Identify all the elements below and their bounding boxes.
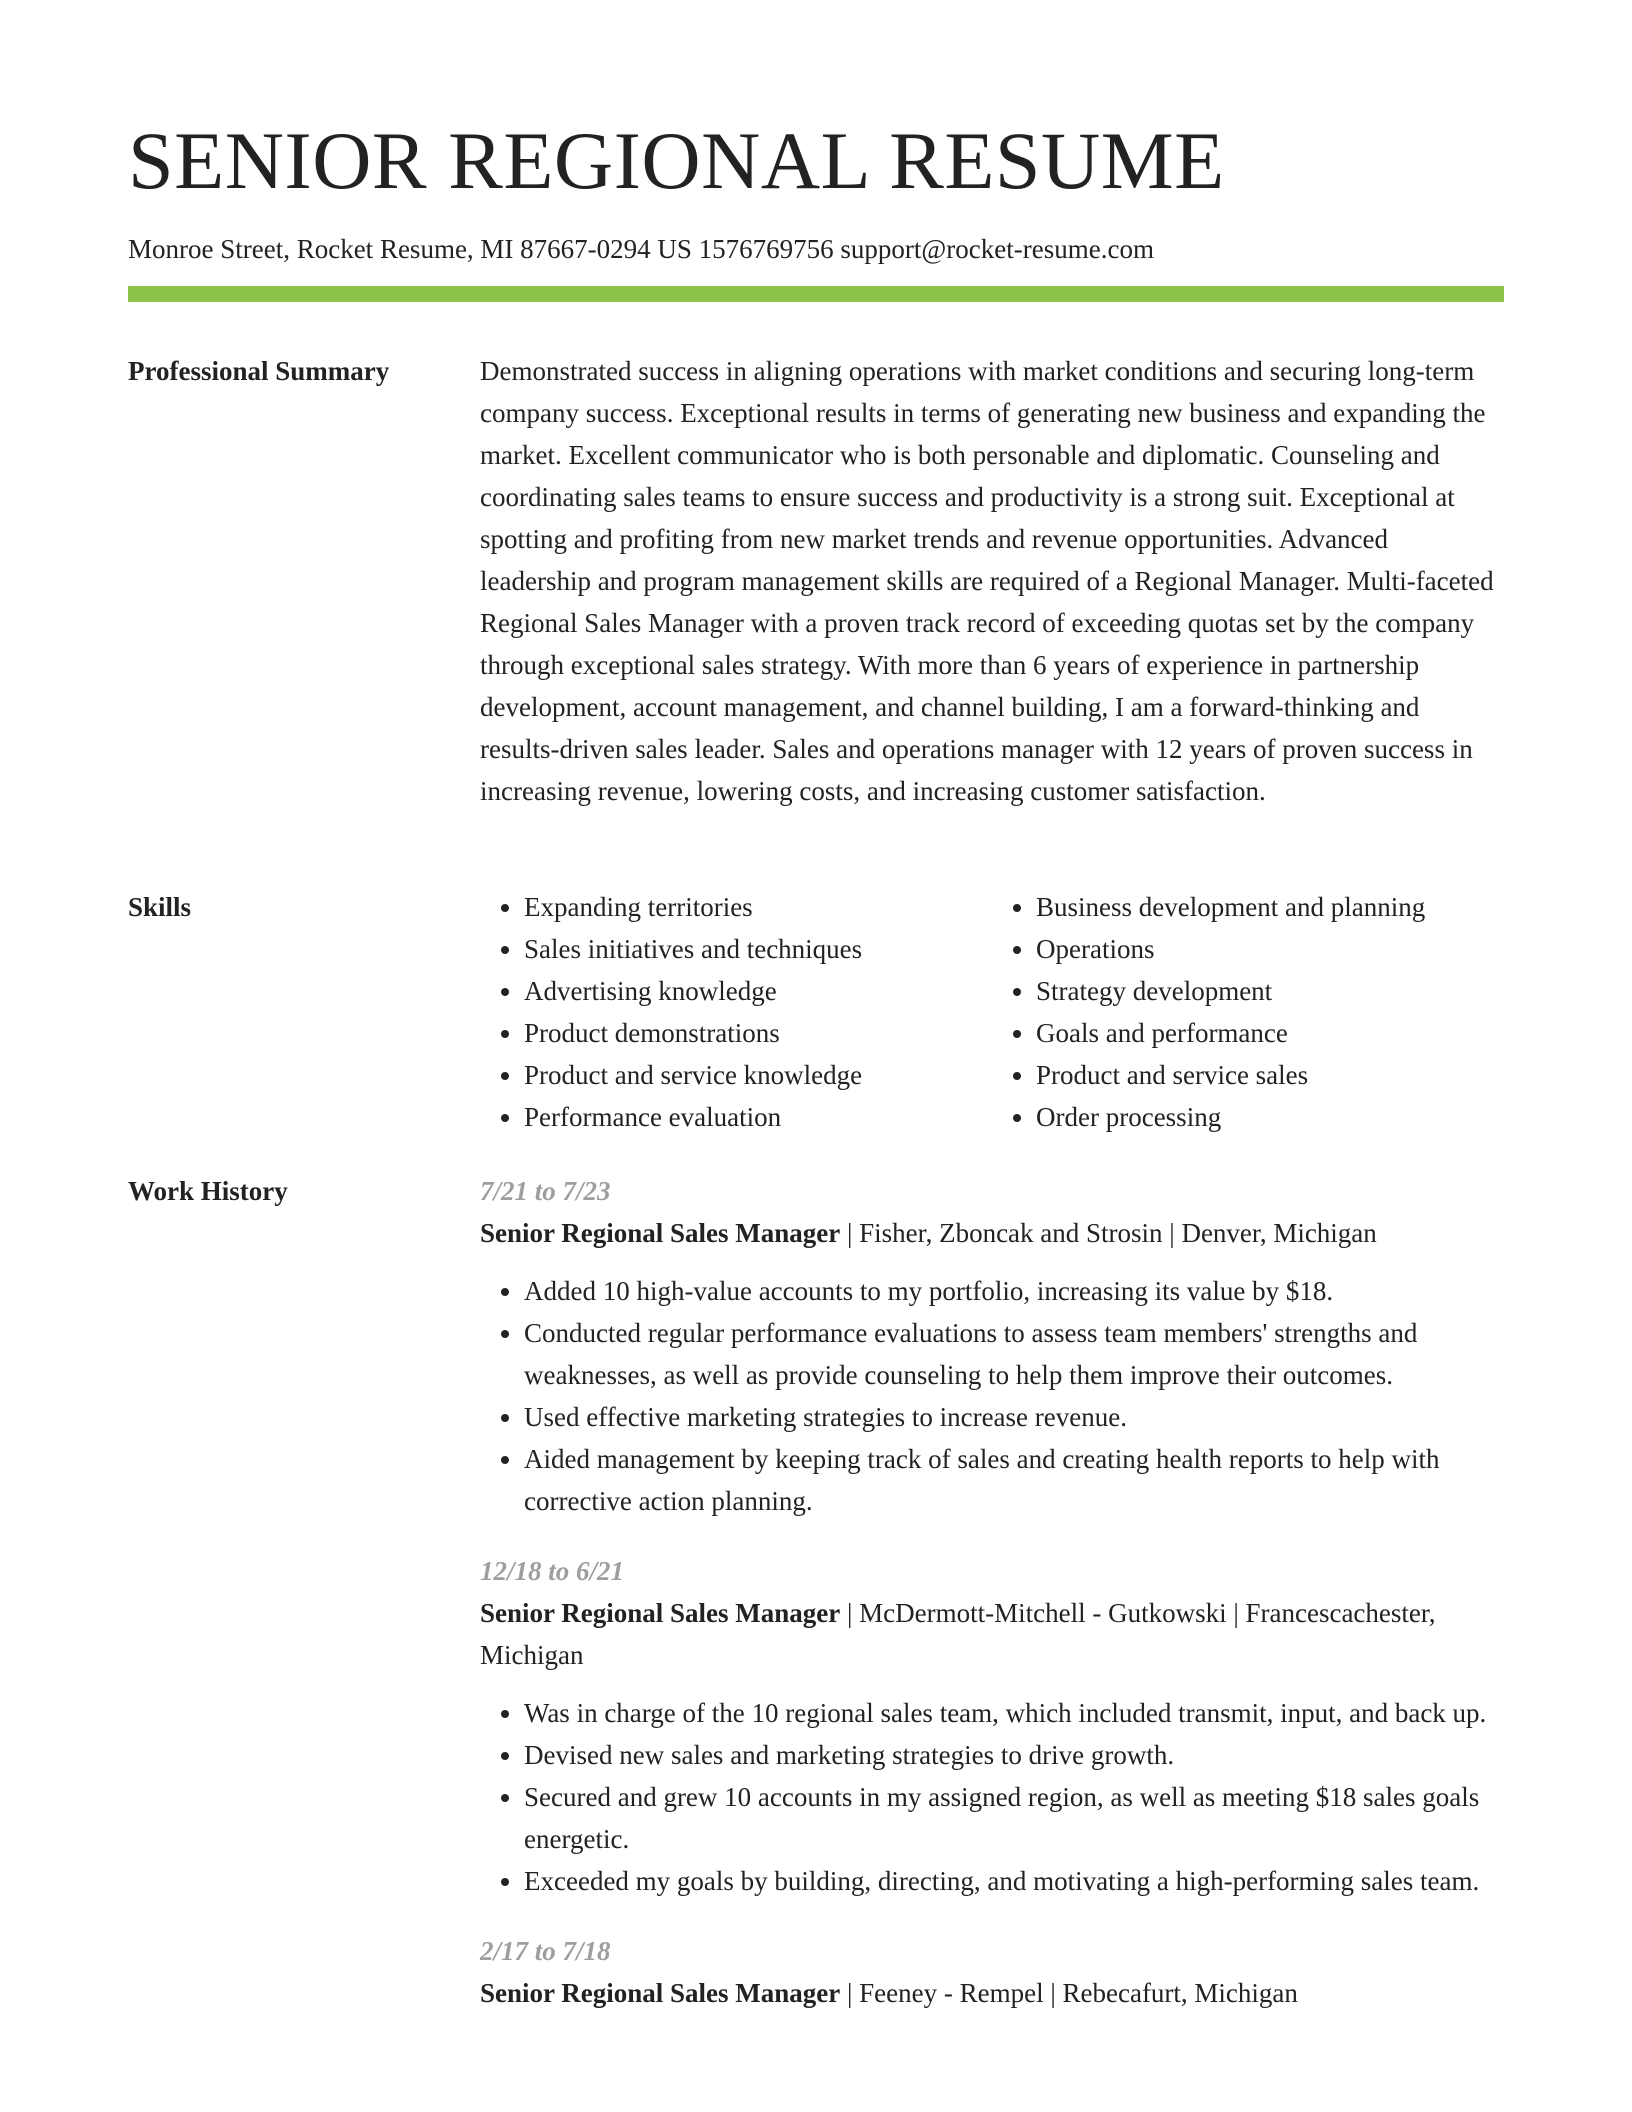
skills-list-left: [480, 886, 992, 1138]
job-heading: [480, 1592, 1504, 1676]
section-label-skills: Skills: [128, 892, 192, 922]
section-label-summary: Professional Summary: [128, 356, 390, 386]
skill-item: • Operations: [1036, 928, 1504, 970]
skills-list-right: [992, 886, 1504, 1138]
job-title: Senior Regional Sales Manager: [480, 1978, 841, 2008]
job-bullet: • Used effective marketing strategies to increase revenue.: [524, 1396, 1504, 1438]
job-title: Senior Regional Sales Manager: [480, 1598, 841, 1628]
job-company-location: | Feeney - Rempel | Rebecafurt, Michigan: [840, 1978, 1298, 2008]
job-dates: 12/18 to 6/21: [480, 1556, 625, 1586]
job-bullet: • Conducted regular performance evaluations to assess team members' strengths and weaknesses, as well as provide counseling to help them improve their outcomes.: [524, 1312, 1504, 1396]
skill-item: • Advertising knowledge: [524, 970, 992, 1012]
job-bullets: [480, 1692, 1504, 1902]
job-title: Senior Regional Sales Manager: [480, 1218, 841, 1248]
job-dates: 7/21 to 7/23: [480, 1176, 611, 1206]
header-divider: [128, 286, 1504, 302]
skill-item: • Business development and planning: [1036, 886, 1504, 928]
skill-item: • Sales initiatives and techniques: [524, 928, 992, 970]
job-bullet: • Devised new sales and marketing strategies to drive growth.: [524, 1734, 1504, 1776]
job-company-location: | Fisher, Zboncak and Strosin | Denver, Michigan: [840, 1218, 1377, 1248]
job-bullets: [480, 1270, 1504, 1522]
job-heading: [480, 1212, 1504, 1254]
skill-item: • Product and service sales: [1036, 1054, 1504, 1096]
job-heading: [480, 1972, 1504, 2014]
skill-item: • Order processing: [1036, 1096, 1504, 1138]
skill-item: • Product demonstrations: [524, 1012, 992, 1054]
job-bullet: • Aided management by keeping track of sales and creating health reports to help with corrective action planning.: [524, 1438, 1504, 1522]
job-bullet: • Secured and grew 10 accounts in my assigned region, as well as meeting $18 sales goals energetic.: [524, 1776, 1504, 1860]
section-label-work: Work History: [128, 1176, 288, 1206]
job-bullet: • Exceeded my goals by building, directing, and motivating a high-performing sales team.: [524, 1860, 1504, 1902]
skill-item: • Expanding territories: [524, 886, 992, 928]
job-bullet: • Was in charge of the 10 regional sales team, which included transmit, input, and back up.: [524, 1692, 1504, 1734]
job-bullet: • Added 10 high-value accounts to my portfolio, increasing its value by $18.: [524, 1270, 1504, 1312]
skill-item: • Strategy development: [1036, 970, 1504, 1012]
job-company-location: | McDermott-Mitchell - Gutkowski | Francescachester, Michigan: [480, 1598, 1436, 1670]
job-dates: 2/17 to 7/18: [480, 1936, 611, 1966]
job-entry: [480, 1170, 1504, 1522]
resume-title: SENIOR REGIONAL RESUME: [128, 115, 1225, 206]
skill-item: • Product and service knowledge: [524, 1054, 992, 1096]
job-entry: [480, 1550, 1504, 1902]
contact-line: Monroe Street, Rocket Resume, MI 87667-0294 US 1576769756 support@rocket-resume.com: [128, 234, 1154, 264]
job-entry: [480, 1930, 1504, 2014]
summary-text: Demonstrated success in aligning operations with market conditions and securing long-term company success. Exceptional results in terms of generating new business and expanding the market. Excellent communicator who is both personable and diplomatic. Counseling and coordinating sales teams to ensure success and productivity is a strong suit. Exceptional at spotting and profiting from new market trends and revenue opportunities. Advanced leadership and program management skills are required of a Regional Manager. Multi-faceted Regional Sales Manager with a proven track record of exceeding quotas set by the company through exceptional sales strategy. With more than 6 years of experience in partnership development, account management, and channel building, I am a forward-thinking and results-driven sales leader. Sales and operations manager with 12 years of proven success in increasing revenue, lowering costs, and increasing customer satisfaction.: [480, 356, 1494, 806]
skill-item: • Goals and performance: [1036, 1012, 1504, 1054]
skill-item: • Performance evaluation: [524, 1096, 992, 1138]
